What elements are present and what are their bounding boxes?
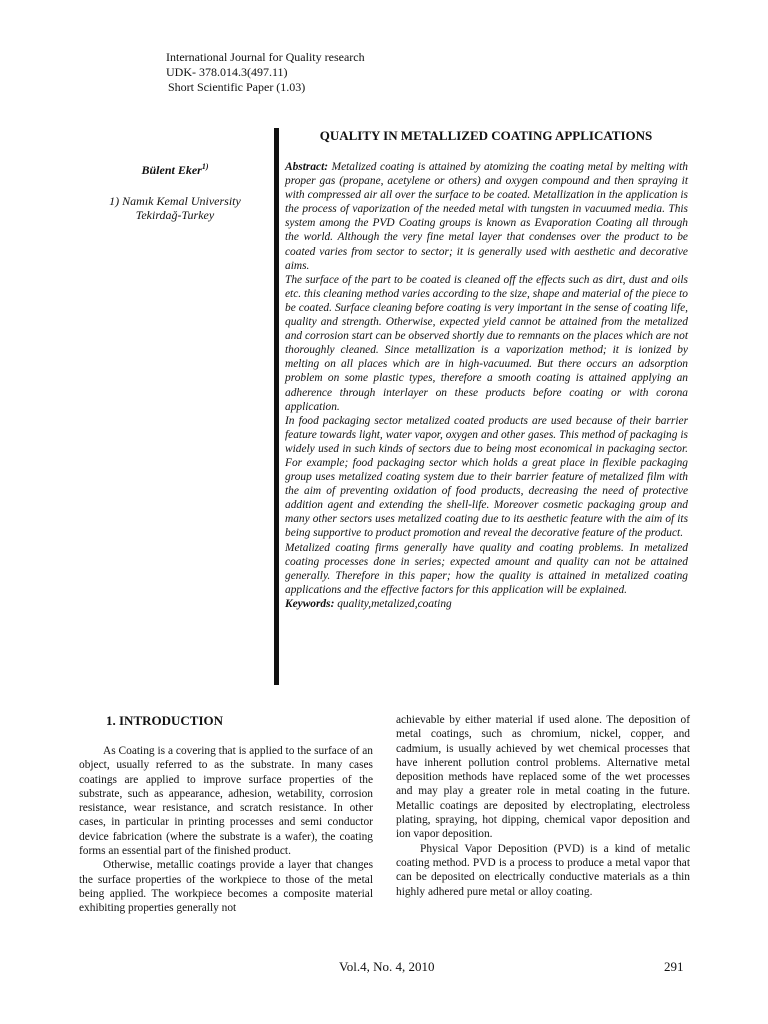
journal-name: International Journal for Quality research	[166, 50, 365, 64]
abstract-p2: The surface of the part to be coated is cleaned off the effects such as dirt, dust and oils etc. this cleaning method varies according to the size, shape and material of the piece to be coated. Surface cleaning before coating is very important in the sense of coating life, quality and strength. Otherwise, expected yield cannot be attained from the metalized and corrosion start can be observed shortly due to remnants on the places which are not thoroughly cleaned. Since metallization is a vaporization method; it is ionized by melting on all places which are in high-vacuumed. But there occurs an adsorption problem on some plastic types, therefore a smooth coating is attained applying an adherence through interlayer on these products before coating or with corona application.	[285, 273, 688, 413]
author-name-text: Bülent Eker	[141, 163, 202, 177]
author-name	[90, 162, 260, 178]
affiliation-line1: 1) Namık Kemal University	[109, 194, 241, 208]
intro-left-column	[79, 744, 373, 916]
keywords-label: Keywords:	[285, 597, 335, 610]
footer-volume: Vol.4, No. 4, 2010	[339, 959, 435, 974]
intro-left-p2: Otherwise, metallic coatings provide a layer that changes the surface properties of the workpiece to those of the metal being applied. The workpiece becomes a composite material exhibiting properties generally not	[79, 859, 373, 915]
vertical-rule	[274, 128, 279, 685]
footer-page-number: 291	[664, 959, 684, 974]
abstract-p3: In food packaging sector metalized coated products are used because of their barrier feature towards light, water vapor, oxygen and other gases. This method of packaging is widely used in such kinds of sectors due to being most economical in packaging sector. For example; food packaging sector which holds a great place in flexible packaging group uses metalized coating system due to their barrier feature of metalized film with the aim of preventing oxidation of food products, decreasing the need of protective addition agent and extending the shell-life. Moreover cosmetic packaging group and many other sectors uses metalized coating due to its aesthetic feature with the aim of its being supportive to product promotion and reveal the decorative feature of the product.	[285, 414, 688, 540]
abstract	[285, 160, 688, 611]
keywords-text: quality,metalized,coating	[337, 597, 452, 610]
abstract-p1	[285, 160, 688, 273]
author-affiliation	[90, 194, 260, 222]
abstract-p1-text: Metalized coating is attained by atomizing the coating metal by melting with proper gas (propane, acetylene or others) and oxygen compound and then spraying it with compressed air all over the surface to be coated. Metallization in the application is the process of vaporization of the needed metal with tungsten in vacuumed media. This system among the PVD Coating groups is known as Evaporation Coating all through the world. Although the very fine metal layer that condenses over the product to be coated varies from sector to sector; it is generally used with aesthetic and decorative aims.	[285, 161, 688, 272]
intro-right-column	[396, 713, 690, 899]
author-sup: 1)	[201, 162, 209, 171]
udk-code: UDK- 378.014.3(497.11)	[166, 65, 288, 79]
intro-left-p1: As Coating is a covering that is applied to the surface of an object, usually referred to as the substrate. In many cases coatings are applied to improve surface properties of the substrate, such as appearance, adhesion, wetability, corrosion resistance, wear resistance, and scratch resistance. In other cases, in particular in printing processes and semi conductor device fabrication (where the substrate is a wafer), the coating forms an essential part of the finished product.	[79, 745, 373, 858]
abstract-p4: Metalized coating firms generally have quality and coating problems. In metalized coating processes done in series; expected amount and quality can not be attained generally. Therefore in this paper; how the quality is attained in metalized coating applications and the effective factors for this application will be explained.	[285, 541, 688, 596]
paper-title: QUALITY IN METALLIZED COATING APPLICATIONS	[319, 128, 653, 143]
abstract-label: Abstract:	[285, 161, 329, 173]
intro-right-p1: achievable by either material if used alone. The deposition of metal coatings, such as chromium, nickel, copper, and cadmium, is usually achieved by wet chemical processes that have inherent pollution control problems. Alternative metal deposition methods have replaced some of the wet processes and may play a greater role in metal coating in the future. Metallic coatings are deposited by electroplating, electroless plating, spraying, hot dipping, chemical vapor deposition and ion vapor deposition.	[396, 714, 690, 841]
affiliation-line2: Tekirdağ-Turkey	[135, 208, 215, 222]
paper-type: Short Scientific Paper (1.03)	[168, 80, 306, 94]
section-heading-introduction: 1. INTRODUCTION	[106, 713, 224, 728]
keywords	[285, 597, 688, 611]
intro-right-p2: Physical Vapor Deposition (PVD) is a kind of metalic coating method. PVD is a process to produce a metal vapor that can be deposited on electrically conductive materials as a thin highly adhered pure metal or alloy coating.	[396, 842, 690, 898]
